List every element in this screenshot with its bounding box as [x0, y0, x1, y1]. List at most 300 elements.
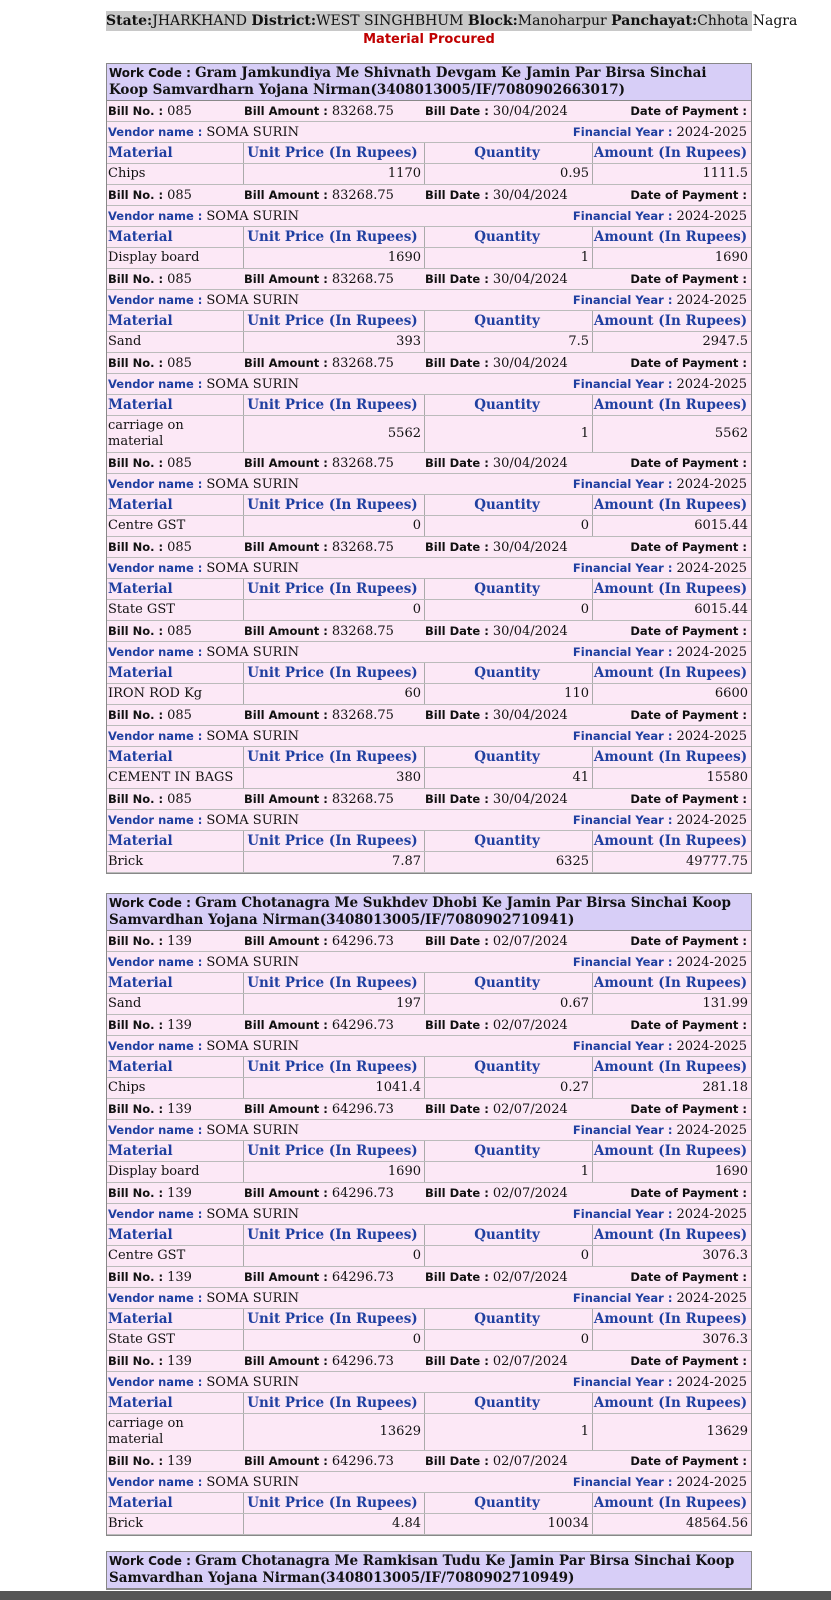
bill-no-cell	[107, 537, 244, 557]
vendor-cell	[108, 1472, 299, 1492]
col-amount-header: Amount (In Rupees)	[593, 145, 748, 161]
col-amount-header: Amount (In Rupees)	[593, 229, 748, 245]
work-code-label: Work Code :	[109, 1554, 196, 1568]
material-row	[107, 1330, 751, 1351]
bill-date-cell	[425, 931, 593, 951]
col-unit-price-header: Unit Price (In Rupees)	[244, 1493, 425, 1513]
quantity-value: 110	[425, 684, 593, 704]
work-block	[106, 63, 752, 874]
vendor-cell	[108, 1204, 299, 1224]
unit-price-value: 393	[244, 332, 425, 352]
material-row	[107, 516, 751, 537]
bill-date-label: Bill Date :	[425, 356, 493, 370]
vendor-name-value: SOMA SURIN	[206, 645, 299, 660]
bill-amount-value: 64296.73	[331, 1018, 394, 1033]
vendor-name-value: SOMA SURIN	[206, 955, 299, 970]
col-material-header: Material	[107, 227, 244, 247]
bill-amount-label: Bill Amount :	[244, 1186, 332, 1200]
bill-date-label: Bill Date :	[425, 708, 493, 722]
amount-value: 3076.3	[702, 1332, 748, 1347]
bill-row	[107, 453, 751, 474]
bill-date-label: Bill Date :	[425, 934, 493, 948]
bill-amount-cell	[244, 185, 425, 205]
column-header-row	[107, 1309, 751, 1330]
material-name: State GST	[107, 600, 244, 620]
vendor-name-label: Vendor name :	[108, 729, 207, 743]
vendor-name-label: Vendor name :	[108, 377, 207, 391]
vendor-row	[107, 1120, 751, 1141]
unit-price-value: 0	[244, 1246, 425, 1266]
col-material-header: Material	[107, 831, 244, 851]
col-amount-header: Amount (In Rupees)	[593, 1311, 748, 1327]
vendor-name-label: Vendor name :	[108, 1475, 207, 1489]
unit-price-value: 13629	[244, 1414, 425, 1450]
col-material-header: Material	[107, 1057, 244, 1077]
col-quantity-header: Quantity	[425, 1309, 593, 1329]
bill-date-cell	[425, 1015, 593, 1035]
date-of-payment-cell	[593, 1099, 751, 1119]
date-of-payment-cell	[593, 101, 751, 121]
bill-no-value: 085	[167, 708, 192, 723]
bill-date-cell	[425, 1351, 593, 1371]
col-amount-header: Amount (In Rupees)	[593, 1143, 748, 1159]
vendor-row	[107, 1036, 751, 1057]
material-row	[107, 600, 751, 621]
bill-no-cell	[107, 1267, 244, 1287]
material-row	[107, 332, 751, 353]
date-of-payment-cell	[593, 353, 751, 373]
vendor-cell	[108, 206, 299, 226]
financial-year-label: Financial Year :	[572, 293, 677, 307]
vendor-row	[107, 642, 751, 663]
bill-no-value: 139	[167, 1018, 192, 1033]
bill-date-value: 02/07/2024	[492, 1102, 568, 1117]
col-unit-price-header: Unit Price (In Rupees)	[244, 1309, 425, 1329]
date-of-payment-label: Date of Payment :	[630, 708, 747, 722]
date-of-payment-cell	[593, 537, 751, 557]
column-header-row	[107, 1057, 751, 1078]
col-material-header: Material	[107, 1141, 244, 1161]
quantity-value: 0	[425, 600, 593, 620]
date-of-payment-label: Date of Payment :	[630, 540, 747, 554]
quantity-value: 0	[425, 1330, 593, 1350]
financial-year-value: 2024-2025	[676, 125, 747, 140]
bill-row	[107, 621, 751, 642]
bill-amount-label: Bill Amount :	[244, 272, 332, 286]
date-of-payment-label: Date of Payment :	[630, 272, 747, 286]
bill-row	[107, 1099, 751, 1120]
vendor-name-value: SOMA SURIN	[206, 125, 299, 140]
col-unit-price-header: Unit Price (In Rupees)	[244, 831, 425, 851]
bill-amount-value: 64296.73	[331, 1454, 394, 1469]
bill-date-value: 30/04/2024	[492, 272, 568, 287]
bill-amount-label: Bill Amount :	[244, 104, 332, 118]
work-block	[106, 893, 752, 1536]
col-material-header: Material	[107, 495, 244, 515]
bill-amount-label: Bill Amount :	[244, 792, 332, 806]
col-quantity-header: Quantity	[425, 311, 593, 331]
col-quantity-header: Quantity	[425, 1225, 593, 1245]
amount-value: 6015.44	[694, 518, 748, 533]
material-row	[107, 1246, 751, 1267]
vendor-name-value: SOMA SURIN	[206, 813, 299, 828]
vendor-name-label: Vendor name :	[108, 645, 207, 659]
financial-year-cell	[573, 290, 747, 310]
date-of-payment-label: Date of Payment :	[630, 792, 747, 806]
bill-amount-value: 83268.75	[331, 708, 394, 723]
column-header-row	[107, 1225, 751, 1246]
bill-no-cell	[107, 931, 244, 951]
bill-date-cell	[425, 537, 593, 557]
date-of-payment-cell	[593, 185, 751, 205]
bill-amount-value: 64296.73	[331, 934, 394, 949]
quantity-value: 0	[425, 516, 593, 536]
bill-date-cell	[425, 1451, 593, 1471]
bill-no-label: Bill No. :	[108, 1454, 168, 1468]
date-of-payment-label: Date of Payment :	[630, 1102, 747, 1116]
column-header-row	[107, 311, 751, 332]
date-of-payment-cell	[593, 1351, 751, 1371]
bill-no-value: 085	[167, 456, 192, 471]
material-name: Brick	[107, 1514, 244, 1534]
financial-year-label: Financial Year :	[572, 209, 677, 223]
bill-amount-cell	[244, 931, 425, 951]
bill-amount-value: 83268.75	[331, 188, 394, 203]
financial-year-label: Financial Year :	[572, 1375, 677, 1389]
material-name: Brick	[107, 852, 244, 872]
work-block	[106, 1551, 752, 1590]
vendor-cell	[108, 1372, 299, 1392]
financial-year-label: Financial Year :	[572, 561, 677, 575]
bill-row	[107, 1451, 751, 1472]
vendor-name-value: SOMA SURIN	[206, 1291, 299, 1306]
vendor-name-value: SOMA SURIN	[206, 293, 299, 308]
bill-date-value: 30/04/2024	[492, 792, 568, 807]
financial-year-label: Financial Year :	[572, 1123, 677, 1137]
bill-no-cell	[107, 705, 244, 725]
financial-year-label: Financial Year :	[572, 1475, 677, 1489]
bill-amount-value: 64296.73	[331, 1354, 394, 1369]
vendor-name-label: Vendor name :	[108, 209, 207, 223]
material-name: CEMENT IN BAGS	[107, 768, 244, 788]
bill-date-value: 30/04/2024	[492, 624, 568, 639]
bill-date-cell	[425, 1099, 593, 1119]
column-header-row	[107, 1393, 751, 1414]
bill-amount-label: Bill Amount :	[244, 1102, 332, 1116]
bill-row	[107, 931, 751, 952]
financial-year-cell	[573, 726, 747, 746]
bill-no-value: 085	[167, 272, 192, 287]
bill-amount-label: Bill Amount :	[244, 188, 332, 202]
material-row	[107, 768, 751, 789]
col-unit-price-header: Unit Price (In Rupees)	[244, 747, 425, 767]
col-unit-price-header: Unit Price (In Rupees)	[244, 579, 425, 599]
col-quantity-header: Quantity	[425, 663, 593, 683]
vendor-row	[107, 290, 751, 311]
financial-year-label: Financial Year :	[572, 955, 677, 969]
col-unit-price-header: Unit Price (In Rupees)	[244, 973, 425, 993]
material-name: Centre GST	[107, 1246, 244, 1266]
vendor-name-label: Vendor name :	[108, 293, 207, 307]
financial-year-cell	[573, 474, 747, 494]
bill-row	[107, 1351, 751, 1372]
quantity-value: 0.27	[425, 1078, 593, 1098]
bill-date-value: 02/07/2024	[492, 1354, 568, 1369]
col-quantity-header: Quantity	[425, 1493, 593, 1513]
amount-value: 6600	[714, 686, 748, 701]
vendor-name-value: SOMA SURIN	[206, 1475, 299, 1490]
amount-value: 1111.5	[702, 166, 748, 181]
bill-date-value: 30/04/2024	[492, 708, 568, 723]
financial-year-label: Financial Year :	[572, 1207, 677, 1221]
amount-value: 2947.5	[702, 334, 748, 349]
vendor-name-label: Vendor name :	[108, 813, 207, 827]
quantity-value: 1	[425, 416, 593, 452]
col-amount-header: Amount (In Rupees)	[593, 749, 748, 765]
financial-year-cell	[573, 642, 747, 662]
amount-value: 1690	[714, 1164, 748, 1179]
amount-value: 281.18	[702, 1080, 748, 1095]
bill-date-label: Bill Date :	[425, 188, 493, 202]
bill-date-label: Bill Date :	[425, 540, 493, 554]
bill-date-label: Bill Date :	[425, 456, 493, 470]
vendor-row	[107, 1204, 751, 1225]
vendor-name-value: SOMA SURIN	[206, 1207, 299, 1222]
bill-no-value: 139	[167, 934, 192, 949]
vendor-name-label: Vendor name :	[108, 125, 207, 139]
col-material-header: Material	[107, 1225, 244, 1245]
date-of-payment-label: Date of Payment :	[630, 104, 747, 118]
bill-date-label: Bill Date :	[425, 1102, 493, 1116]
bill-no-label: Bill No. :	[108, 1270, 168, 1284]
bill-no-cell	[107, 353, 244, 373]
vendor-name-value: SOMA SURIN	[206, 561, 299, 576]
col-quantity-header: Quantity	[425, 227, 593, 247]
col-material-header: Material	[107, 747, 244, 767]
bill-amount-value: 83268.75	[331, 356, 394, 371]
col-amount-header: Amount (In Rupees)	[593, 1059, 748, 1075]
column-header-row	[107, 831, 751, 852]
vendor-name-value: SOMA SURIN	[206, 377, 299, 392]
financial-year-value: 2024-2025	[676, 209, 747, 224]
vendor-row	[107, 1472, 751, 1493]
bill-no-label: Bill No. :	[108, 1018, 168, 1032]
date-of-payment-cell	[593, 705, 751, 725]
bill-no-value: 085	[167, 356, 192, 371]
vendor-cell	[108, 952, 299, 972]
financial-year-value: 2024-2025	[676, 813, 747, 828]
bill-date-value: 02/07/2024	[492, 1186, 568, 1201]
col-amount-header: Amount (In Rupees)	[593, 1227, 748, 1243]
bill-date-cell	[425, 185, 593, 205]
column-header-row	[107, 747, 751, 768]
amount-value: 6015.44	[694, 602, 748, 617]
bill-no-value: 139	[167, 1102, 192, 1117]
date-of-payment-label: Date of Payment :	[630, 1186, 747, 1200]
bill-amount-value: 83268.75	[331, 104, 394, 119]
financial-year-label: Financial Year :	[572, 645, 677, 659]
bill-no-label: Bill No. :	[108, 1186, 168, 1200]
unit-price-value: 1690	[244, 248, 425, 268]
col-material-header: Material	[107, 973, 244, 993]
col-quantity-header: Quantity	[425, 831, 593, 851]
vendor-name-label: Vendor name :	[108, 1039, 207, 1053]
bill-amount-cell	[244, 1099, 425, 1119]
unit-price-value: 197	[244, 994, 425, 1014]
bill-no-label: Bill No. :	[108, 1354, 168, 1368]
vendor-row	[107, 206, 751, 227]
vendor-row	[107, 122, 751, 143]
bill-amount-label: Bill Amount :	[244, 456, 332, 470]
material-row	[107, 1162, 751, 1183]
vendor-cell	[108, 374, 299, 394]
bill-no-value: 139	[167, 1454, 192, 1469]
bill-date-cell	[425, 353, 593, 373]
column-header-row	[107, 1141, 751, 1162]
quantity-value: 0	[425, 1246, 593, 1266]
bill-amount-cell	[244, 621, 425, 641]
vendor-row	[107, 558, 751, 579]
amount-value: 49777.75	[685, 854, 748, 869]
col-unit-price-header: Unit Price (In Rupees)	[244, 1141, 425, 1161]
bill-amount-label: Bill Amount :	[244, 624, 332, 638]
financial-year-value: 2024-2025	[676, 1375, 747, 1390]
date-of-payment-cell	[593, 621, 751, 641]
col-material-header: Material	[107, 1309, 244, 1329]
col-material-header: Material	[107, 663, 244, 683]
vendor-row	[107, 952, 751, 973]
col-quantity-header: Quantity	[425, 143, 593, 163]
material-row	[107, 1414, 751, 1451]
date-of-payment-label: Date of Payment :	[630, 356, 747, 370]
bill-amount-cell	[244, 453, 425, 473]
bill-row	[107, 353, 751, 374]
bill-row	[107, 1015, 751, 1036]
unit-price-value: 1690	[244, 1162, 425, 1182]
vendor-row	[107, 726, 751, 747]
date-of-payment-cell	[593, 931, 751, 951]
material-name: Sand	[107, 994, 244, 1014]
amount-value: 48564.56	[685, 1516, 748, 1531]
bill-row	[107, 1267, 751, 1288]
financial-year-cell	[573, 206, 747, 226]
quantity-value: 6325	[425, 852, 593, 872]
bill-date-cell	[425, 269, 593, 289]
financial-year-label: Financial Year :	[572, 377, 677, 391]
material-name: carriage on material	[107, 1414, 244, 1450]
bill-amount-value: 83268.75	[331, 792, 394, 807]
vendor-cell	[108, 474, 299, 494]
bill-no-cell	[107, 1015, 244, 1035]
work-code-value: Gram Jamkundiya Me Shivnath Devgam Ke Jamin Par Birsa Sinchai Koop Samvardharn Yojana Nirman(3408013005/IF/7080902663017)	[109, 65, 707, 98]
bill-no-label: Bill No. :	[108, 456, 168, 470]
bill-amount-label: Bill Amount :	[244, 934, 332, 948]
col-unit-price-header: Unit Price (In Rupees)	[244, 227, 425, 247]
bill-date-cell	[425, 789, 593, 809]
bottom-edge-bar	[0, 1591, 831, 1600]
bill-amount-label: Bill Amount :	[244, 1018, 332, 1032]
bill-amount-cell	[244, 1351, 425, 1371]
financial-year-cell	[573, 374, 747, 394]
vendor-name-value: SOMA SURIN	[206, 729, 299, 744]
date-of-payment-cell	[593, 453, 751, 473]
amount-value: 131.99	[702, 996, 748, 1011]
vendor-name-label: Vendor name :	[108, 1291, 207, 1305]
bill-no-value: 139	[167, 1354, 192, 1369]
quantity-value: 7.5	[425, 332, 593, 352]
col-quantity-header: Quantity	[425, 747, 593, 767]
unit-price-value: 0	[244, 1330, 425, 1350]
vendor-cell	[108, 1288, 299, 1308]
col-material-header: Material	[107, 143, 244, 163]
financial-year-value: 2024-2025	[676, 1207, 747, 1222]
col-unit-price-header: Unit Price (In Rupees)	[244, 495, 425, 515]
date-of-payment-label: Date of Payment :	[630, 1270, 747, 1284]
col-quantity-header: Quantity	[425, 973, 593, 993]
financial-year-value: 2024-2025	[676, 1039, 747, 1054]
col-material-header: Material	[107, 579, 244, 599]
bill-no-value: 085	[167, 104, 192, 119]
vendor-cell	[108, 558, 299, 578]
bill-no-cell	[107, 1099, 244, 1119]
col-unit-price-header: Unit Price (In Rupees)	[244, 1057, 425, 1077]
work-code-value: Gram Chotanagra Me Sukhdev Dhobi Ke Jamin Par Birsa Sinchai Koop Samvardhan Yojana Nirman(3408013005/IF/7080902710941)	[109, 895, 731, 928]
vendor-name-value: SOMA SURIN	[206, 477, 299, 492]
vendor-name-label: Vendor name :	[108, 955, 207, 969]
col-unit-price-header: Unit Price (In Rupees)	[244, 663, 425, 683]
bill-no-label: Bill No. :	[108, 104, 168, 118]
col-unit-price-header: Unit Price (In Rupees)	[244, 1393, 425, 1413]
bill-amount-value: 64296.73	[331, 1186, 394, 1201]
bill-date-label: Bill Date :	[425, 1186, 493, 1200]
bill-date-label: Bill Date :	[425, 1270, 493, 1284]
col-quantity-header: Quantity	[425, 395, 593, 415]
quantity-value: 1	[425, 1414, 593, 1450]
material-name: IRON ROD Kg	[107, 684, 244, 704]
financial-year-label: Financial Year :	[572, 477, 677, 491]
bill-no-cell	[107, 185, 244, 205]
column-header-row	[107, 227, 751, 248]
financial-year-cell	[573, 1204, 747, 1224]
col-amount-header: Amount (In Rupees)	[593, 665, 748, 681]
work-code-label: Work Code :	[109, 896, 196, 910]
material-row	[107, 852, 751, 873]
date-of-payment-label: Date of Payment :	[630, 188, 747, 202]
bill-date-cell	[425, 705, 593, 725]
bill-amount-value: 64296.73	[331, 1102, 394, 1117]
unit-price-value: 1041.4	[244, 1078, 425, 1098]
bill-date-label: Bill Date :	[425, 272, 493, 286]
date-of-payment-label: Date of Payment :	[630, 934, 747, 948]
bill-no-label: Bill No. :	[108, 708, 168, 722]
col-quantity-header: Quantity	[425, 495, 593, 515]
financial-year-cell	[573, 952, 747, 972]
col-material-header: Material	[107, 1493, 244, 1513]
quantity-value: 10034	[425, 1514, 593, 1534]
vendor-cell	[108, 642, 299, 662]
bill-no-label: Bill No. :	[108, 356, 168, 370]
bill-no-value: 139	[167, 1186, 192, 1201]
col-amount-header: Amount (In Rupees)	[593, 1495, 748, 1511]
financial-year-cell	[573, 1036, 747, 1056]
work-code-value: Gram Chotanagra Me Ramkisan Tudu Ke Jamin Par Birsa Sinchai Koop Samvardhan Yojana Nirman(3408013005/IF/7080902710949)	[109, 1553, 735, 1586]
date-of-payment-label: Date of Payment :	[630, 624, 747, 638]
quantity-value: 1	[425, 248, 593, 268]
col-unit-price-header: Unit Price (In Rupees)	[244, 143, 425, 163]
financial-year-cell	[573, 122, 747, 142]
bill-date-cell	[425, 1267, 593, 1287]
date-of-payment-cell	[593, 1183, 751, 1203]
